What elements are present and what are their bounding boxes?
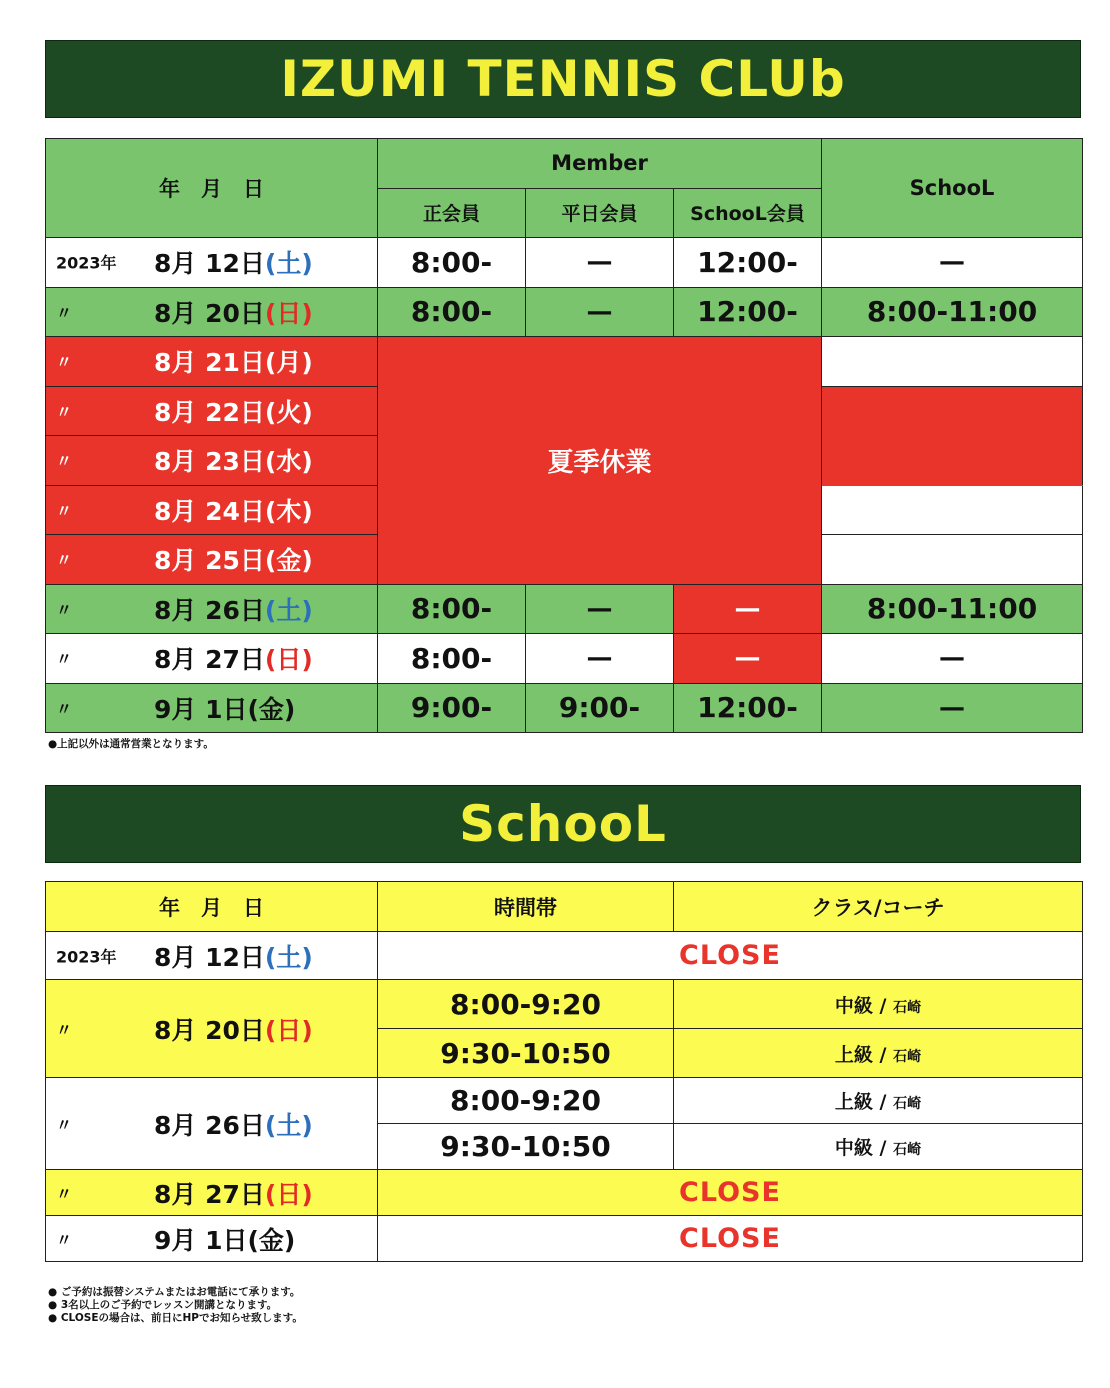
date-label: 8月 26日(土) (154, 595, 313, 625)
date-cell (46, 1170, 378, 1216)
school-time (822, 535, 1083, 585)
weekday-time: — (526, 238, 674, 288)
date-label: 9月 1日(金) (154, 694, 296, 724)
date-label: 8月 12日(土) (154, 942, 313, 972)
header-date: 年 月 日 (46, 139, 378, 238)
regular-time: 8:00- (378, 238, 526, 288)
school-member-time: 12:00- (674, 238, 822, 288)
slot-time: 9:30-10:50 (378, 1029, 674, 1078)
table-row (46, 932, 1083, 980)
date-cell (46, 337, 378, 387)
date-label: 8月 25日(金) (154, 546, 313, 576)
date-cell (46, 1078, 378, 1170)
weekday-time: — (526, 287, 674, 337)
year-label: 〃 (56, 699, 73, 719)
school-title: SchooL (459, 795, 667, 853)
date-cell (46, 485, 378, 535)
club-title: IZUMI TENNIS CLUb (280, 50, 846, 108)
weekday-time: — (526, 584, 674, 634)
date-label: 8月 20日(日) (154, 1015, 313, 1045)
table-row (46, 584, 1083, 634)
year-label: 〃 (56, 1115, 73, 1134)
header-member: Member (378, 139, 822, 189)
close-label: CLOSE (378, 932, 1083, 980)
date-cell (46, 980, 378, 1078)
school-schedule-table (45, 881, 1083, 1262)
table-row (46, 287, 1083, 337)
school-note: ● 3名以上のご予約でレッスン開講となります。 (48, 1299, 278, 1311)
table-row (46, 1170, 1083, 1216)
school-time: — (822, 238, 1083, 288)
year-label: 〃 (56, 550, 73, 570)
school-note: ● ご予約は振替システムまたはお電話にて承ります。 (48, 1286, 301, 1298)
date-label: 8月 21日(月) (154, 348, 313, 378)
date-cell (46, 683, 378, 733)
slot-class: 中級 / 石崎 (674, 980, 1083, 1029)
date-cell (46, 634, 378, 684)
regular-time: 9:00- (378, 683, 526, 733)
date-cell (46, 1216, 378, 1262)
date-label: 8月 23日(水) (154, 447, 313, 477)
slot-time: 8:00-9:20 (378, 1078, 674, 1124)
slot-class: 上級 / 石崎 (674, 1029, 1083, 1078)
slot-class: 上級 / 石崎 (674, 1078, 1083, 1124)
school-member-time: 12:00- (674, 683, 822, 733)
year-label: 〃 (56, 600, 73, 620)
regular-time: 8:00- (378, 584, 526, 634)
table-row (46, 337, 1083, 387)
date-cell (46, 238, 378, 288)
school-time: — (822, 634, 1083, 684)
date-cell (46, 287, 378, 337)
weekday-time: — (526, 634, 674, 684)
year-label: 〃 (56, 501, 73, 521)
year-label: 〃 (56, 303, 73, 323)
year-label: 〃 (56, 1020, 73, 1039)
school-time: 8:00-11:00 (822, 287, 1083, 337)
date-cell (46, 584, 378, 634)
year-label: 2023年 (56, 947, 117, 966)
year-label: 〃 (56, 1184, 73, 1203)
club-schedule-table (45, 138, 1083, 733)
date-label: 8月 26日(土) (154, 1110, 313, 1140)
header-school-member: SchooL会員 (674, 188, 822, 238)
weekday-time: 9:00- (526, 683, 674, 733)
date-cell (46, 436, 378, 486)
date-cell (46, 386, 378, 436)
year-label: 2023年 (56, 253, 117, 273)
date-label: 8月 27日(日) (154, 1179, 313, 1209)
header-regular-member: 正会員 (378, 188, 526, 238)
school-member-time: 12:00- (674, 287, 822, 337)
header-school: SchooL (822, 139, 1083, 238)
slot-time: 9:30-10:50 (378, 1124, 674, 1170)
date-label: 8月 20日(日) (154, 298, 313, 328)
school-member-time: — (674, 634, 822, 684)
table-row (46, 634, 1083, 684)
date-label: 8月 12日(土) (154, 249, 313, 279)
school-time (822, 485, 1083, 535)
header-weekday-member: 平日会員 (526, 188, 674, 238)
table-row (46, 1078, 1083, 1124)
date-label: 8月 24日(木) (154, 496, 313, 526)
date-label: 8月 22日(火) (154, 397, 313, 427)
school-time: — (822, 683, 1083, 733)
date-label: 9月 1日(金) (154, 1225, 296, 1255)
school-header-date: 年 月 日 (46, 882, 378, 932)
school-time (822, 337, 1083, 387)
club-footnote: ●上記以外は通常営業となります。 (48, 738, 214, 750)
close-label: CLOSE (378, 1170, 1083, 1216)
table-row (46, 683, 1083, 733)
year-label: 〃 (56, 649, 73, 669)
regular-time: 8:00- (378, 634, 526, 684)
table-row (46, 980, 1083, 1029)
year-label: 〃 (56, 402, 73, 422)
school-time: 8:00-11:00 (822, 584, 1083, 634)
close-label: CLOSE (378, 1216, 1083, 1262)
school-footnotes (48, 1286, 303, 1325)
year-label: 〃 (56, 1230, 73, 1249)
table-row (46, 1216, 1083, 1262)
summer-holiday-label: 夏季休業 (378, 337, 822, 585)
school-title-banner (45, 785, 1081, 863)
club-title-banner (45, 40, 1081, 118)
slot-class: 中級 / 石崎 (674, 1124, 1083, 1170)
school-time (822, 386, 1083, 485)
school-member-time: — (674, 584, 822, 634)
date-label: 8月 27日(日) (154, 645, 313, 675)
school-header-time: 時間帯 (378, 882, 674, 932)
year-label: 〃 (56, 352, 73, 372)
date-cell (46, 932, 378, 980)
date-cell (46, 535, 378, 585)
table-row (46, 238, 1083, 288)
year-label: 〃 (56, 451, 73, 471)
school-note: ● CLOSEの場合は、前日にHPでお知らせ致します。 (48, 1312, 303, 1324)
slot-time: 8:00-9:20 (378, 980, 674, 1029)
school-header-class: クラス/コーチ (674, 882, 1083, 932)
regular-time: 8:00- (378, 287, 526, 337)
